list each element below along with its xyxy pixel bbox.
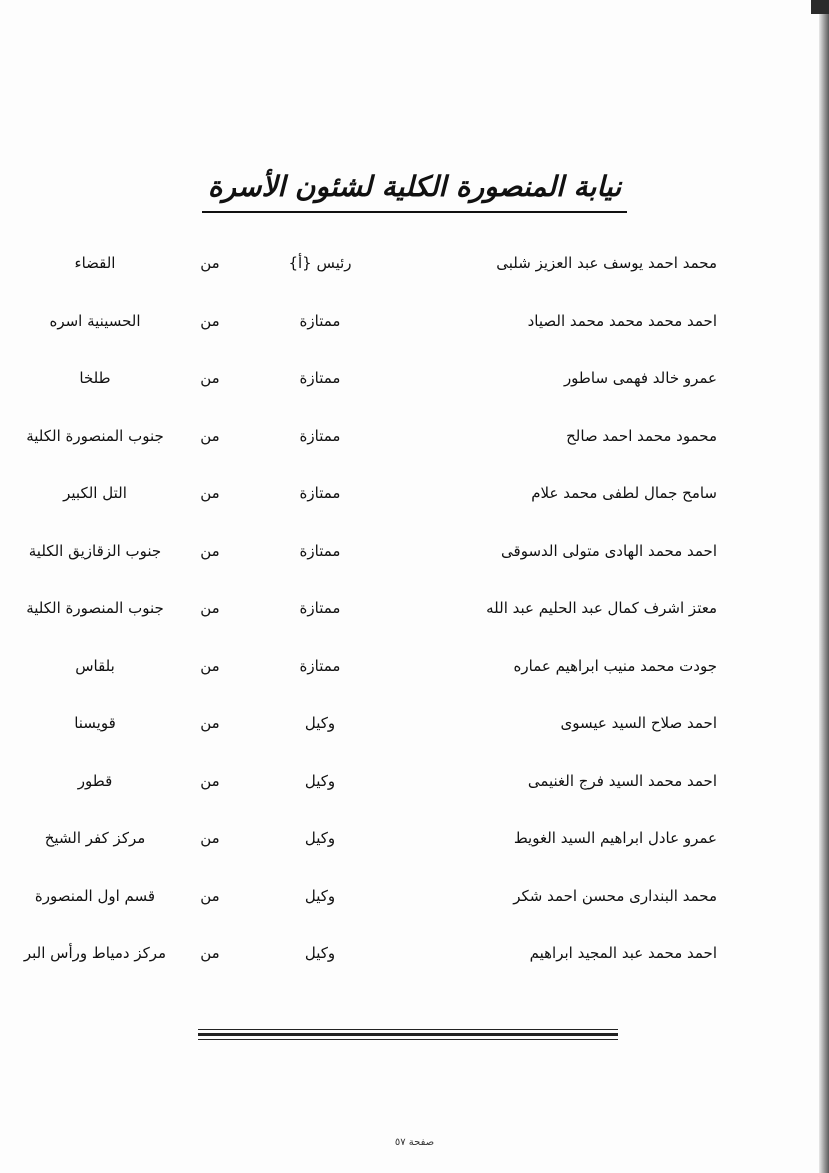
person-name: احمد محمد محمد محمد الصياد bbox=[527, 311, 717, 330]
person-name: محمود محمد احمد صالح bbox=[566, 426, 717, 445]
list-item bbox=[0, 238, 829, 296]
list-item bbox=[0, 756, 829, 814]
origin-court: قطور bbox=[77, 771, 113, 790]
scan-corner bbox=[811, 0, 829, 14]
person-rank: ممتازة bbox=[299, 311, 341, 330]
person-rank: وكيل bbox=[304, 886, 336, 905]
list-item bbox=[0, 296, 829, 354]
person-rank: ممتازة bbox=[299, 369, 341, 387]
origin-court: بلقاس bbox=[75, 656, 115, 675]
from-label: من bbox=[200, 311, 220, 330]
origin-court: الحسينية اسره bbox=[49, 311, 141, 330]
from-label: من bbox=[200, 714, 220, 732]
person-rank: وكيل bbox=[304, 771, 336, 790]
person-rank: وكيل bbox=[304, 829, 336, 847]
list-item bbox=[0, 583, 829, 641]
person-rank: وكيل bbox=[304, 714, 336, 732]
person-name: معتز اشرف كمال عبد الحليم عبد الله bbox=[486, 599, 717, 617]
list-item bbox=[0, 928, 829, 986]
person-rank: ممتازة bbox=[299, 426, 341, 445]
person-rank: ممتازة bbox=[299, 541, 341, 560]
from-label: من bbox=[200, 944, 220, 962]
from-label: من bbox=[200, 886, 220, 905]
page-title bbox=[0, 165, 829, 213]
personnel-list bbox=[0, 238, 829, 986]
origin-court: قسم اول المنصورة bbox=[34, 886, 156, 905]
list-item bbox=[0, 526, 829, 584]
person-name: احمد محمد الهادى متولى الدسوقى bbox=[501, 541, 717, 560]
person-name: محمد احمد يوسف عبد العزيز شلبى bbox=[496, 254, 717, 272]
list-item bbox=[0, 353, 829, 411]
person-rank: ممتازة bbox=[299, 599, 341, 617]
list-item bbox=[0, 641, 829, 699]
origin-court: جنوب الزقازيق الكلية bbox=[28, 541, 162, 560]
from-label: من bbox=[200, 541, 220, 560]
person-name: احمد صلاح السيد عيسوى bbox=[560, 714, 717, 732]
origin-court: القضاء bbox=[74, 254, 116, 272]
person-rank: وكيل bbox=[304, 944, 336, 962]
page-title-text: نيابة المنصورة الكلية لشئون الأسرة bbox=[202, 165, 627, 213]
origin-court: مركز كفر الشيخ bbox=[44, 829, 146, 847]
from-label: من bbox=[200, 254, 220, 272]
person-rank: ممتازة bbox=[299, 656, 341, 675]
list-item bbox=[0, 698, 829, 756]
origin-court: طلخا bbox=[79, 369, 111, 387]
person-name: عمرو خالد فهمى ساطور bbox=[563, 369, 717, 387]
origin-court: مركز دمياط ورأس البر bbox=[23, 944, 167, 962]
origin-court: التل الكبير bbox=[63, 484, 127, 502]
from-label: من bbox=[200, 829, 220, 847]
person-name: محمد البندارى محسن احمد شكر bbox=[513, 886, 717, 905]
from-label: من bbox=[200, 771, 220, 790]
section-divider bbox=[198, 1029, 618, 1043]
person-name: عمرو عادل ابراهيم السيد الغويط bbox=[513, 829, 717, 847]
origin-court: جنوب المنصورة الكلية bbox=[26, 599, 164, 617]
list-item bbox=[0, 871, 829, 929]
person-name: سامح جمال لطفى محمد علام bbox=[531, 484, 717, 502]
person-rank: ممتازة bbox=[299, 484, 341, 502]
person-name: احمد محمد السيد فرج الغنيمى bbox=[527, 771, 717, 790]
list-item bbox=[0, 411, 829, 469]
person-name: احمد محمد عبد المجيد ابراهيم bbox=[529, 944, 717, 962]
from-label: من bbox=[200, 599, 220, 617]
person-name: جودت محمد منيب ابراهيم عماره bbox=[513, 656, 717, 675]
from-label: من bbox=[200, 369, 220, 387]
person-rank: رئيس {أ} bbox=[288, 254, 352, 272]
origin-court: قويسنا bbox=[74, 714, 116, 732]
from-label: من bbox=[200, 656, 220, 675]
list-item bbox=[0, 468, 829, 526]
from-label: من bbox=[200, 426, 220, 445]
page-number: صفحة ٥٧ bbox=[394, 1137, 435, 1148]
list-item bbox=[0, 813, 829, 871]
from-label: من bbox=[200, 484, 220, 502]
origin-court: جنوب المنصورة الكلية bbox=[26, 426, 164, 445]
